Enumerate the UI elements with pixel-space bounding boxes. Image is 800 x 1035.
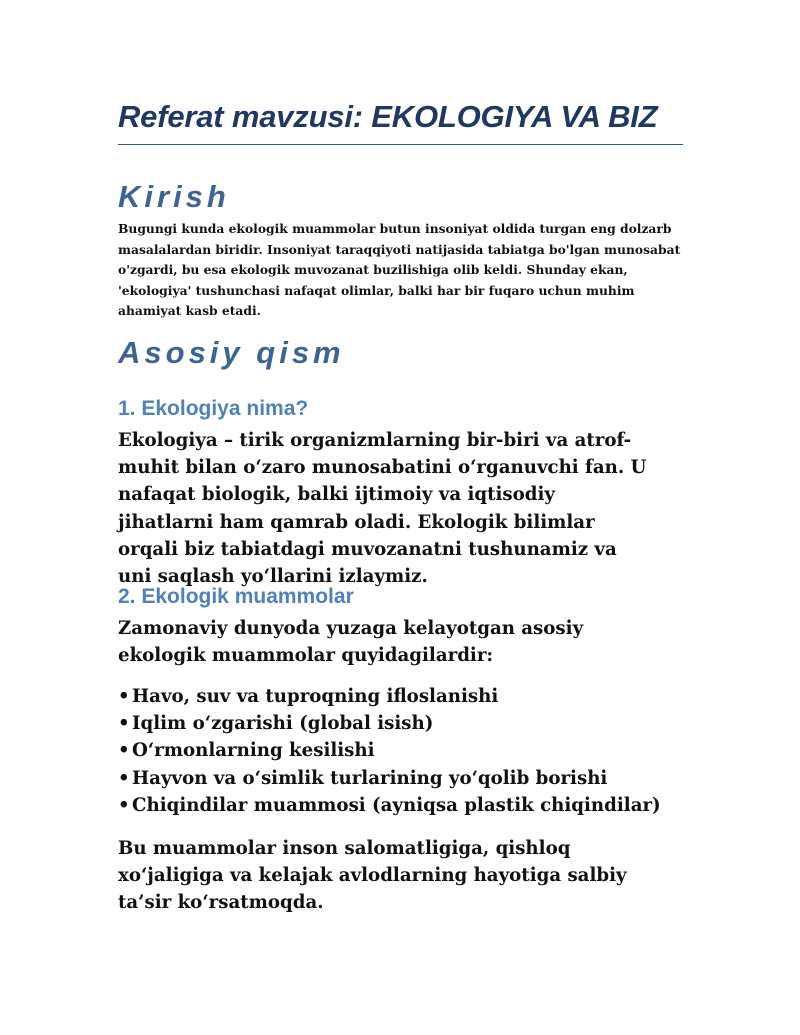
list-item-text: Iqlim o‘zgarishi (global isish)	[132, 713, 434, 735]
section1-heading: 1. Ekologiya nima?	[118, 397, 309, 420]
bullet-icon: •	[118, 713, 130, 735]
list-item-text: Chiqindilar muammosi (ayniqsa plastik chiqindilar)	[132, 794, 661, 816]
bullet-icon: •	[118, 794, 130, 816]
list-item-text: Havo, suv va tuproqning ifloslanishi	[132, 686, 499, 707]
list-item	[118, 710, 683, 737]
section1-paragraph: Ekologiya – tirik organizmlarning bir-biri va atrof-muhit bilan o‘zaro munosabatini o‘rganuvchi fan. U nafaqat biologik, balki ijtimoiy va iqtisodiy jihatlarni ham qamrab oladi. Ekologik bilimlar orqali biz tabiatdagi muvozanatni tushunamiz va uni saqlash yo‘llarini izlaymiz.	[118, 430, 647, 588]
list-item	[118, 765, 683, 792]
bullet-icon: •	[118, 686, 130, 707]
list-item-text: O‘rmonlarning kesilishi	[132, 740, 375, 762]
list-item	[118, 792, 683, 819]
section2-intro: Zamonaviy dunyoda yuzaga kelayotgan asosiy ekologik muammolar quyidagilardir:	[118, 618, 584, 667]
section2-heading: 2. Ekologik muammolar	[118, 585, 354, 608]
intro-heading: Kirish	[118, 179, 230, 214]
main-heading: Asosiy qism	[118, 335, 345, 370]
document-title: Referat mavzusi: EKOLOGIYA VA BIZ	[118, 99, 658, 134]
title-underline-divider	[118, 144, 683, 145]
bullet-icon: •	[118, 767, 130, 789]
bullet-icon: •	[118, 740, 130, 762]
intro-paragraph: Bugungi kunda ekologik muammolar butun insoniyat oldida turgan eng dolzarb masalalardan biridir. Insoniyat taraqqiyoti natijasida tabiatga bo'lgan munosabat o'zgardi, bu esa ekologik muvozanat buzilishiga olib keldi. Shunday ekan, 'ekologiya' tushunchasi nafaqat olimlar, balki har bir fuqaro uchun muhim ahamiyat kasb etadi.	[118, 221, 681, 318]
list-item-text: Hayvon va o‘simlik turlarining yo‘qolib borishi	[132, 767, 608, 789]
list-item	[118, 737, 683, 764]
list-item	[118, 683, 683, 710]
section2-conclusion: Bu muammolar inson salomatligiga, qishloq xo‘jaligiga va kelajak avlodlarning hayotiga salbiy ta’sir ko‘rsatmoqda.	[118, 838, 627, 914]
problems-list	[118, 683, 683, 819]
